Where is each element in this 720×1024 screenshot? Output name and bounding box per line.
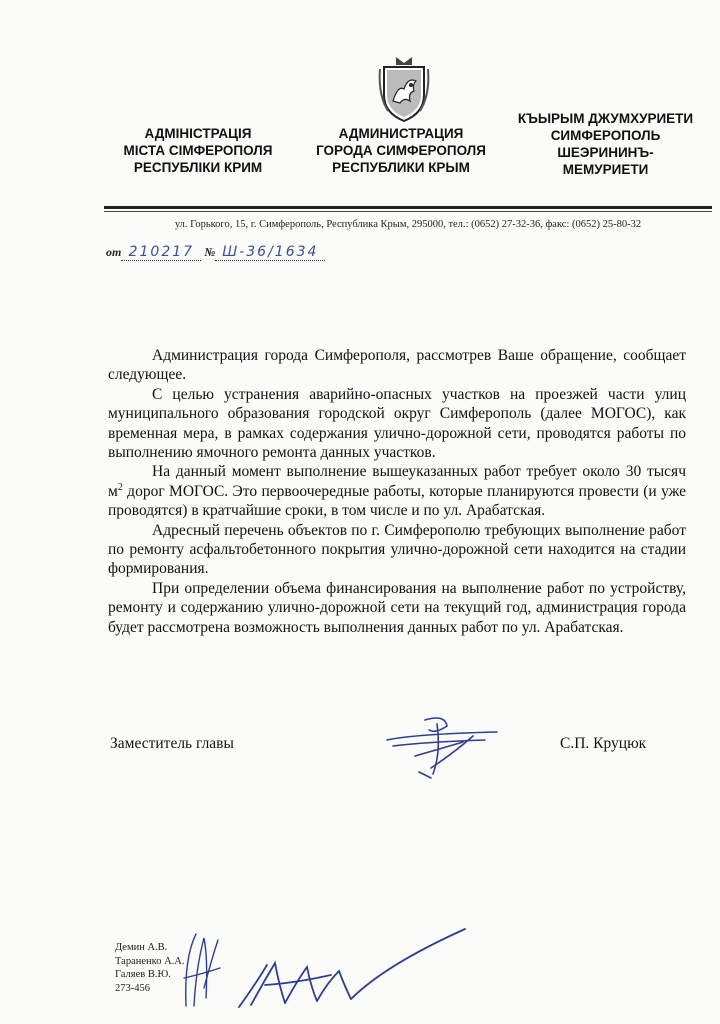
approval-signature-large (235, 925, 470, 1010)
crimea-coat-of-arms-icon (378, 55, 430, 123)
number-label: № (204, 245, 216, 259)
approval-signature (182, 928, 222, 1010)
handwritten-signature (385, 712, 500, 782)
header-russian (306, 125, 496, 176)
letter-body (108, 346, 686, 637)
paragraph: С целью устранения аварийно-опасных участков на проезжей части улиц муниципального образования городской округ Симферополь (далее МОГОС), как временная мера, в рамках содержания улично-дорожной сети, проводятся работы по выполнению ямочного ремонта данных участков. (108, 385, 686, 462)
executor-line: Галяев В.Ю. (115, 969, 171, 980)
header-line: АДМИНИСТРАЦИЯ (338, 126, 464, 141)
superscript: 2 (117, 481, 123, 493)
signatory-name: С.П. Круцюк (560, 735, 647, 752)
executor-phone: 273-456 (115, 982, 150, 994)
header-line: РЕСПУБЛИКИ КРЫМ (332, 160, 470, 175)
header-crimean-tatar (503, 110, 708, 178)
paragraph: Администрация города Симферополя, рассмотрев Ваше обращение, сообщает следующее. (108, 347, 686, 384)
signatory-title: Заместитель главы (110, 735, 234, 752)
executors-list (115, 941, 184, 995)
paragraph-text: дорог МОГОС. Это первоочередные работы, которые планируются провести (и уже проводятся) в кратчайшие сроки, в том числе и по ул. Арабатская. (108, 482, 686, 520)
header-line: РЕСПУБЛІКИ КРИМ (133, 160, 263, 175)
address-line: ул. Горького, 15, г. Симферополь, Республика Крым, 295000, тел.: (0652) 27-32-36, факс: (0652) 25-80-32 (174, 219, 642, 230)
registration-date: 210217 (121, 244, 201, 261)
header-line: СИМФЕРОПОЛЬ (550, 128, 661, 143)
header-line: ГОРОДА СИМФЕРОПОЛЯ (316, 143, 486, 158)
executor-line: Демин А.В. (115, 942, 168, 953)
executor-line: Тараненко А.А. (115, 955, 185, 967)
header-line: МІСТА СІМФЕРОПОЛЯ (123, 143, 273, 158)
paragraph-text: На данный момент выполнение вышеуказанных работ требует около 30 тысяч м (108, 463, 686, 500)
paragraph (108, 462, 686, 520)
registration-number: Ш-36/1634 (215, 244, 325, 261)
header-divider-thin (104, 211, 712, 212)
paragraph: Адресный перечень объектов по г. Симферополю требующих выполнение работ по ремонту асфальтобетонного покрытия улично-дорожной сети находится на стадии формирования. (108, 521, 686, 578)
header-ukrainian (118, 125, 278, 176)
registration-line (106, 244, 325, 261)
from-label: от (106, 245, 122, 259)
header-line: КЪЫРЫМ ДЖУМХУРИЕТИ (517, 111, 694, 126)
header-line: ШЕЭРИНИНЪ- (557, 145, 654, 160)
paragraph: При определении объема финансирования на выполнение работ по устройству, ремонту и содержанию улично-дорожной сети на текущий год, администрация города будет рассмотрена возможность выполнения данных работ по ул. Арабатская. (108, 579, 686, 636)
header-divider (104, 206, 712, 209)
header-line: МЕМУРИЕТИ (562, 162, 649, 177)
header-line: АДМІНІСТРАЦІЯ (144, 126, 252, 141)
